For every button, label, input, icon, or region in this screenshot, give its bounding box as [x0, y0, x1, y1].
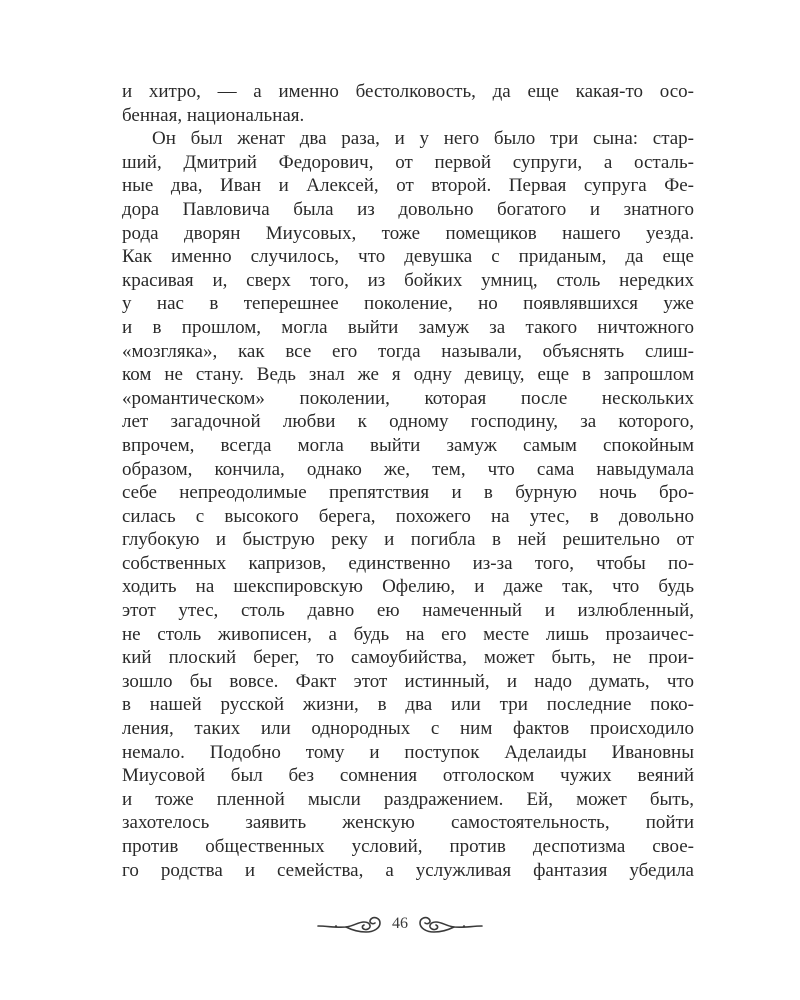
text-line: Миусовой был без сомнения отголоском чужих веяний — [122, 765, 694, 787]
text-line: ком не стану. Ведь знал же я одну девицу, еще в запрошлом — [122, 364, 694, 386]
text-line: глубокую и быструю реку и погибла в ней решительно от — [122, 529, 694, 551]
text-line: ший, Дмитрий Федорович, от первой супруги, а осталь- — [122, 151, 694, 173]
text-line: лет загадочной любви к одному господину, за которого, — [122, 411, 694, 433]
text-line: в нашей русской жизни, в два или три последние поко- — [122, 694, 694, 716]
text-line: «мозгляка», как все его тогда называли, объяснять слиш- — [122, 340, 694, 362]
scroll-flourish-icon — [316, 912, 384, 936]
page-number: 46 — [392, 915, 408, 932]
text-line: у нас в теперешнее поколение, но появлявшихся уже — [122, 293, 694, 315]
text-line: немало. Подобно тому и поступок Аделаиды Ивановны — [122, 741, 694, 763]
text-line: против общественных условий, против деспотизма свое- — [122, 836, 694, 857]
scroll-flourish-icon — [416, 912, 484, 936]
text-line: «романтическом» поколении, которая после нескольких — [122, 387, 694, 409]
page-number-ornament — [316, 912, 484, 936]
text-line: и в прошлом, могла выйти замуж за такого ничтожного — [122, 316, 694, 338]
text-line: и тоже пленной мысли раздражением. Ей, может быть, — [122, 788, 694, 810]
body-text — [122, 80, 694, 882]
text-line: ходить на шекспировскую Офелию, и даже так, что будь — [122, 576, 694, 598]
text-line: захотелось заявить женскую самостоятельность, пойти — [122, 812, 694, 834]
text-line: не столь живописен, а будь на его месте лишь прозаичес- — [122, 623, 694, 645]
text-line: зошло бы вовсе. Факт этот истинный, и надо думать, что — [122, 670, 694, 692]
text-line: Как именно случилось, что девушка с приданым, да еще — [122, 246, 694, 268]
page-footer — [0, 906, 800, 942]
text-line: рода дворян Миусовых, тоже помещиков нашего уезда. — [122, 222, 694, 244]
text-line: впрочем, всегда могла выйти замуж самым спокойным — [122, 434, 694, 456]
text-line: силась с высокого берега, похожего на утес, в довольно — [122, 505, 694, 527]
text-line: этот утес, столь давно ею намеченный и излюбленный, — [122, 600, 694, 622]
text-line: ные два, Иван и Алексей, от второй. Первая супруга Фе- — [122, 175, 694, 197]
text-line: дора Павловича была из довольно богатого и знатного — [122, 198, 694, 220]
text-line: себе непреодолимые препятствия и в бурную ночь бро- — [122, 482, 694, 504]
text-line: кий плоский берег, то самоубийства, может быть, не прои- — [122, 647, 694, 669]
text-line: образом, кончила, однако же, тем, что сама навыдумала — [122, 458, 694, 480]
text-line: го родства и семейства, а услужливая фантазия убедила — [122, 859, 694, 881]
text-line: красивая и, сверх того, из бойких умниц, столь нередких — [122, 269, 694, 291]
text-line: ления, таких или однородных с ним фактов происходило — [122, 718, 694, 740]
text-line: Он был женат два раза, и у него было три сына: стар- — [152, 128, 694, 150]
text-line: бенная, национальная. — [122, 104, 305, 126]
text-line: собственных капризов, единственно из-за того, чтобы по- — [122, 552, 694, 574]
text-line: и хитро, — а именно бестолковость, да еще какая-то осо- — [122, 81, 694, 102]
